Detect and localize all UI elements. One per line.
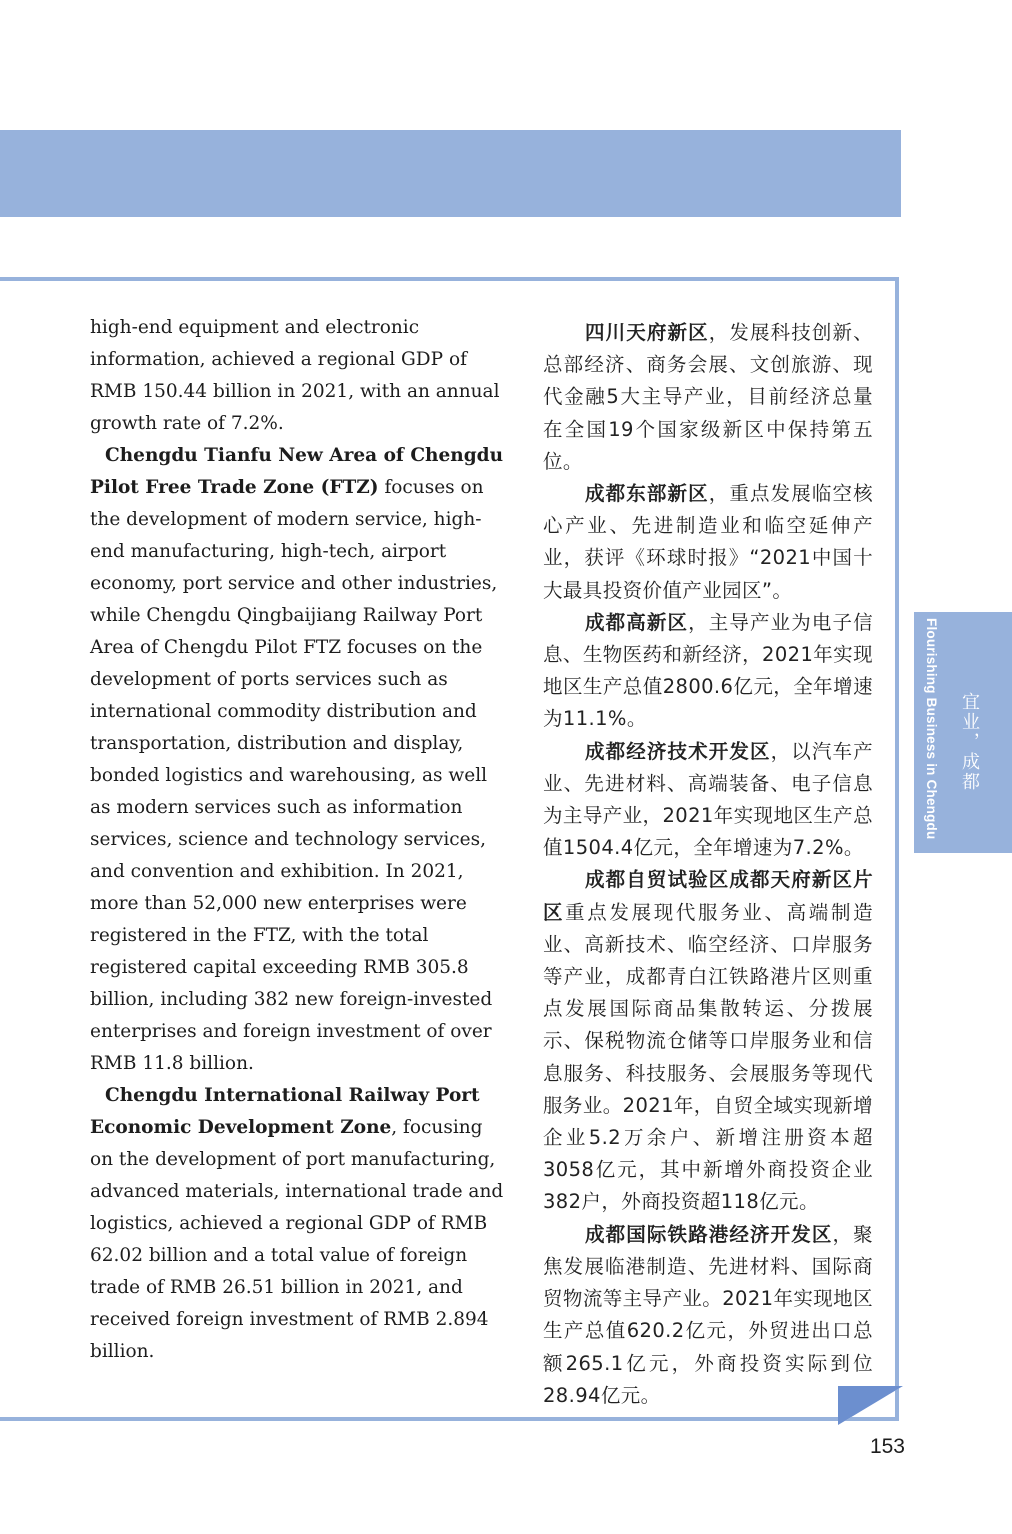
chinese-paragraph-1 (543, 317, 873, 478)
chinese-paragraph-6-body: ，聚焦发展临港制造、先进材料、国际商贸物流等主导产业。2021年实现地区生产总值620.2亿元，外贸进出口总额265.1亿元，外商投资实际到位28.94亿元。 (543, 1222, 873, 1407)
chinese-paragraph-5 (543, 864, 873, 1218)
chinese-paragraph-2 (543, 478, 873, 607)
chinese-paragraph-6-lead: 成都国际铁路港经济开发区 (585, 1222, 833, 1246)
english-paragraph-3-lead: Chengdu International Railway Port Economic Development Zone (90, 1085, 480, 1138)
chinese-column (543, 317, 873, 1412)
chinese-paragraph-4 (543, 736, 873, 865)
chinese-paragraph-4-body: ，以汽车产业、先进材料、高端装备、电子信息为主导产业，2021年实现地区生产总值1504.4亿元，全年增速为7.2%。 (543, 739, 873, 860)
english-paragraph-1: high-end equipment and electronic information, achieved a regional GDP of RMB 150.44 billion in 2021, with an annual growth rate of 7.2%. (90, 317, 500, 434)
chinese-paragraph-2-body: ，重点发展临空核心产业、先进制造业和临空延伸产业，获评《环球时报》“2021中国十大最具投资价值产业园区”。 (543, 482, 873, 602)
chinese-paragraph-3-body: ，主导产业为电子信息、生物医药和新经济，2021年实现地区生产总值2800.6亿元，全年增速为11.1%。 (543, 610, 873, 731)
english-paragraph-3 (90, 1080, 505, 1368)
english-paragraph-2-lead: Chengdu Tianfu New Area of Chengdu Pilot Free Trade Zone (FTZ) (90, 445, 504, 498)
chinese-paragraph-6 (543, 1219, 873, 1412)
chinese-paragraph-1-lead: 四川天府新区 (585, 321, 709, 344)
english-paragraph-3-body: , focusing on the development of port manufacturing, advanced materials, international trade and logistics, achieved a regional GDP of RMB 62.02 billion and a total value of foreign trade of RMB 26.51 billion in 2021, and received foreign investment of RMB 2.894 billion. (90, 1117, 504, 1362)
chinese-paragraph-3 (543, 607, 873, 736)
english-paragraph-2-body: focuses on the development of modern service, high-end manufacturing, high-tech, airport economy, port service and other industries, while Chengdu Qingbaijiang Railway Port Area of Chengdu Pilot FTZ focuses on the development of ports services such as international commodity distribution and transportation, distribution and display, bonded logistics and warehousing, as well as modern services such as information services, science and technology services, and convention and exhibition. In 2021, more than 52,000 new enterprises were registered in the FTZ, with the total registered capital exceeding RMB 305.8 billion, including 382 new foreign-invested enterprises and foreign investment of over RMB 11.8 billion. (90, 477, 498, 1074)
chinese-paragraph-3-lead: 成都高新区 (585, 610, 689, 634)
section-side-tab (914, 612, 1012, 853)
chinese-paragraph-5-lead: 成都自贸试验区成都天府新区片区 (543, 868, 873, 924)
chinese-paragraph-5-body: 重点发展现代服务业、高端制造业、高新技术、临空经济、口岸服务等产业，成都青白江铁路港片区则重点发展国际商品集散转运、分拨展示、保税物流仓储等口岸服务业和信息服务、科技服务、会展服务等现代服务业。2021年，自贸全域实现新增企业5.2万余户、新增注册资本超3058亿元，其中新增外商投资企业382户，外商投资超118亿元。 (543, 900, 873, 1214)
english-column (90, 312, 505, 1368)
header-band (0, 130, 901, 217)
english-paragraph-2 (90, 440, 505, 1080)
side-tab-english-title: Flourishing Business in Chengdu (924, 618, 939, 840)
chinese-paragraph-2-lead: 成都东部新区 (585, 482, 709, 506)
chinese-paragraph-1-body: ，发展科技创新、总部经济、商务会展、文创旅游、现代金融5大主导产业，目前经济总量在全国19个国家级新区中保持第五位。 (543, 321, 873, 473)
page-number: 153 (869, 1435, 905, 1458)
chinese-paragraph-4-lead: 成都经济技术开发区 (585, 739, 771, 763)
side-tab-chinese-title: 宜业，成都 (959, 692, 980, 792)
